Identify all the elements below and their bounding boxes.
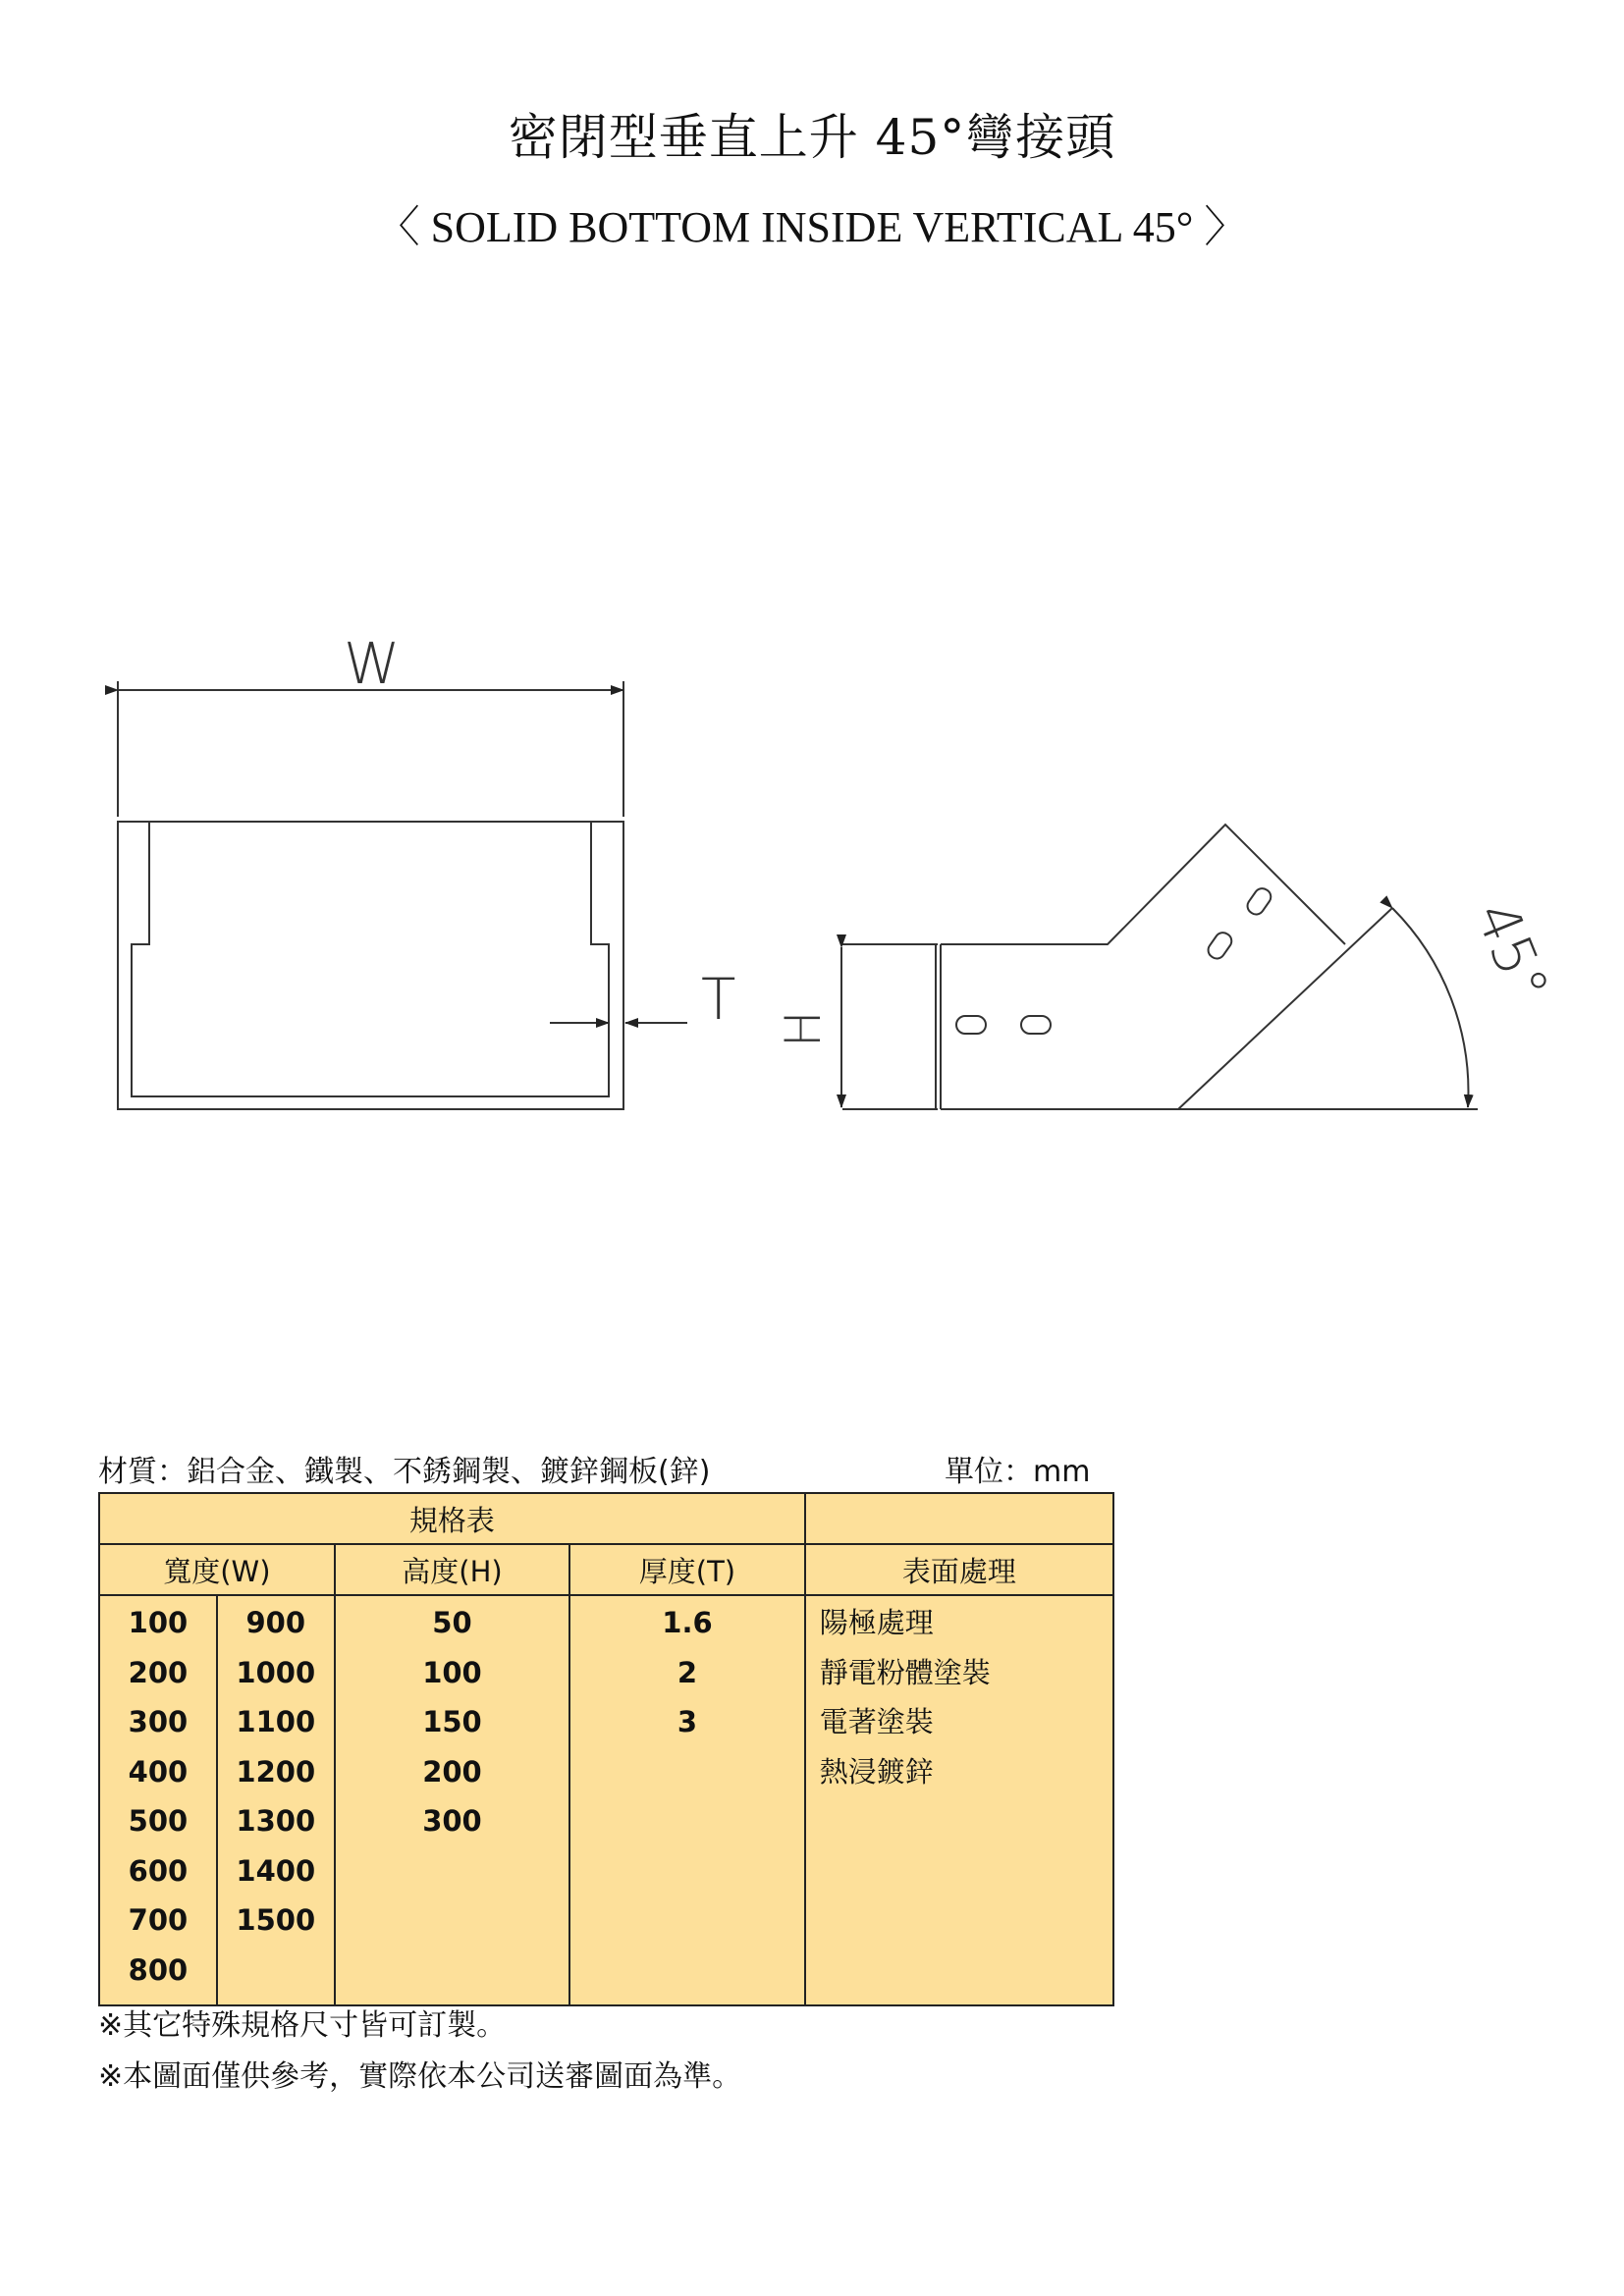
width-column-2 [217, 1595, 335, 2005]
surface-value: 靜電粉體塗裝 [819, 1655, 991, 1689]
unit-text: 單位：mm [945, 1455, 1091, 1489]
header-surface: 表面處理 [805, 1544, 1113, 1595]
thickness-column [569, 1595, 804, 2005]
width-value: 1400 [236, 1853, 316, 1888]
surface-value: 電著塗裝 [819, 1705, 934, 1738]
spec-table [98, 1492, 1114, 2006]
surface-value: 熱浸鍍鋅 [819, 1754, 934, 1789]
dimension-t-label: T [701, 966, 736, 1033]
header-height: 高度(H) [335, 1544, 570, 1595]
surface-value: 陽極處理 [819, 1606, 934, 1639]
spec-table-caption: 規格表 [99, 1493, 805, 1544]
page-title: 密閉型垂直上升 45°彎接頭 [508, 109, 1116, 166]
width-value: 900 [245, 1606, 306, 1639]
width-value: 100 [128, 1606, 189, 1639]
surface-column [805, 1595, 1113, 2005]
width-value: 300 [128, 1705, 189, 1738]
dimension-h-label: H [775, 1010, 832, 1047]
note-reference-only: ※本圖面僅供參考，實際依本公司送審圖面為準。 [98, 2059, 742, 2094]
height-value: 50 [432, 1606, 472, 1639]
width-value: 1200 [236, 1754, 316, 1789]
cross-section-view [118, 681, 687, 1109]
dimension-w-label: W [344, 630, 401, 697]
width-column-1 [99, 1595, 217, 2005]
thickness-value: 2 [677, 1655, 698, 1689]
height-value: 300 [422, 1804, 482, 1838]
width-value: 200 [128, 1655, 189, 1689]
thickness-value: 1.6 [662, 1606, 713, 1639]
width-value: 1100 [236, 1705, 316, 1738]
width-value: 500 [128, 1804, 189, 1838]
height-value: 200 [422, 1754, 482, 1789]
width-value: 1300 [236, 1804, 316, 1838]
width-value: 1000 [236, 1655, 316, 1689]
page-subtitle: 〈 SOLID BOTTOM INSIDE VERTICAL 45° 〉 [376, 203, 1248, 251]
dimension-angle-label: 45° [1462, 892, 1562, 1012]
height-value: 100 [422, 1655, 482, 1689]
thickness-value: 3 [677, 1705, 698, 1738]
side-view [841, 825, 1478, 1109]
spec-table-caption-blank [805, 1493, 1113, 1544]
width-value: 800 [128, 1952, 189, 1987]
width-value: 700 [128, 1903, 189, 1937]
width-value: 600 [128, 1853, 189, 1888]
height-column [335, 1595, 570, 2005]
note-custom-sizes: ※其它特殊規格尺寸皆可訂製。 [98, 2008, 507, 2043]
width-value: 400 [128, 1754, 189, 1789]
header-width: 寬度(W) [99, 1544, 335, 1595]
technical-drawing [0, 589, 1624, 1178]
material-text: 材質：鋁合金、鐵製、不銹鋼製、鍍鋅鋼板(鋅) [98, 1455, 711, 1489]
height-value: 150 [422, 1705, 482, 1738]
header-thickness: 厚度(T) [569, 1544, 804, 1595]
width-value: 1500 [236, 1903, 316, 1937]
